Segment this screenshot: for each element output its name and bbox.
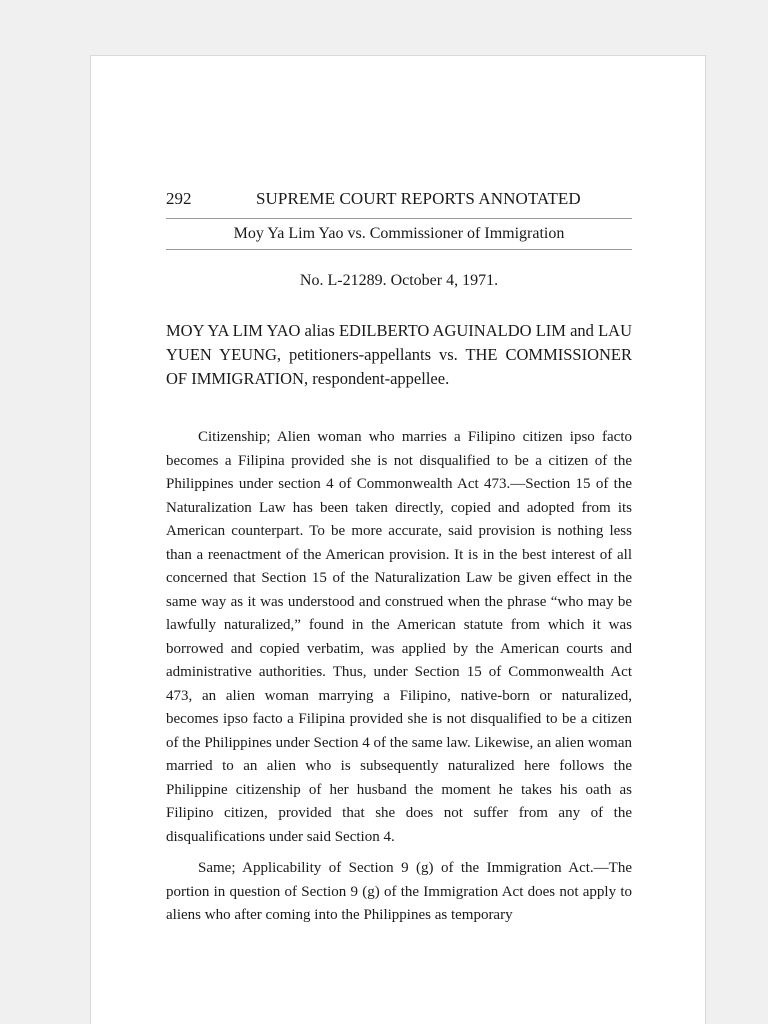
case-short-title: Moy Ya Lim Yao vs. Commissioner of Immigration [233,225,565,242]
case-parties: MOY YA LIM YAO alias EDILBERTO AGUINALDO LIM and LAU YUEN YEUNG, petitioners-appellants vs. THE COMMISSIONER OF IMMIGRATION, respondent-appellee. [166,321,632,388]
document-page [90,55,706,1024]
journal-title: SUPREME COURT REPORTS ANNOTATED [256,189,581,208]
page-number: 292 [166,189,192,208]
syllabus-paragraph: Citizenship; Alien woman who marries a Filipino citizen ipso facto becomes a Filipina provided she is not disqualified to be a citizen of the Philippines under section 4 of Commonwealth Act 473.—Section 15 of the Naturalization Law has been taken directly, copied and adopted from its American counterpart. To be more accurate, said provision is nothing less than a reenactment of the American provision. It is in the best interest of all concerned that Section 15 of the Naturalization Law be given effect in the same way as it was understood and construed when the phrase “who may be lawfully naturalized,” found in the American statute from which it was borrowed and copied verbatim, was applied by the American courts and administrative authorities. Thus, under Section 15 of Commonwealth Act 473, an alien woman marrying a Filipino, native-born or naturalized, becomes ipso facto a Filipina provided she is not disqualified to be a citizen of the Philippines under Section 4 of the same law. Likewise, an alien woman married to an alien who is subsequently naturalized here follows the Philippine citizenship of her husband the moment he takes his oath as Filipino citizen, provided that she does not suffer from any of the disqualifications under said Section 4. [166,429,632,845]
syllabus [166,426,632,936]
header-rule-top [166,218,632,219]
header-rule-bottom [166,249,632,250]
syllabus-paragraph: Same; Applicability of Section 9 (g) of the Immigration Act.—The portion in question of Section 9 (g) of the Immigration Act does not apply to aliens who after coming into the Philippines as temporary [166,860,632,923]
running-header [166,187,632,211]
case-docket: No. L-21289. October 4, 1971. [299,272,499,289]
